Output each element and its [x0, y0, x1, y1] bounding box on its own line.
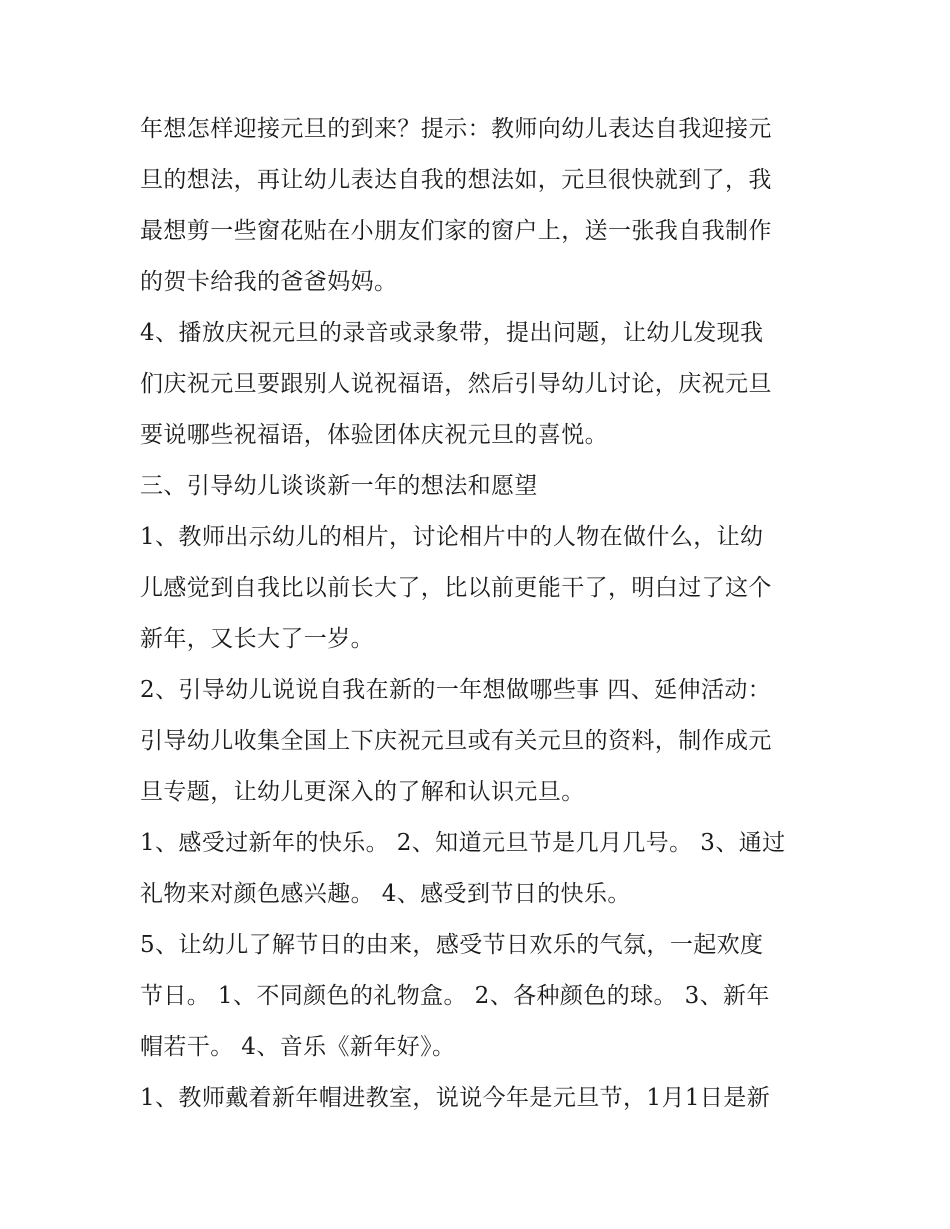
text-line: 4、播放庆祝元旦的录音或录象带，提出问题，让幼儿发现我	[140, 320, 764, 346]
document-body	[140, 104, 830, 1124]
text-line: 5、让幼儿了解节日的由来，感受节日欢乐的气氛，一起欢度	[140, 932, 764, 958]
text-line: 2、引导幼儿说说自我在新的一年想做哪些事 四、延伸活动：	[140, 677, 772, 703]
text-line: 要说哪些祝福语，体验团体庆祝元旦的喜悦。	[140, 422, 608, 448]
text-line: 节日。 1、不同颜色的礼物盒。 2、各种颜色的球。 3、新年	[140, 983, 770, 1009]
text-line: 们庆祝元旦要跟别人说祝福语，然后引导幼儿讨论，庆祝元旦	[140, 371, 772, 397]
text-line: 旦专题，让幼儿更深入的了解和认识元旦。	[140, 779, 585, 805]
text-line: 1、教师戴着新年帽进教室，说说今年是元旦节，1月1日是新	[140, 1085, 771, 1111]
text-line: 帽若干。 4、音乐《新年好》。	[140, 1034, 456, 1060]
text-line: 引导幼儿收集全国上下庆祝元旦或有关元旦的资料，制作成元	[140, 728, 772, 754]
text-line: 礼物来对颜色感兴趣。 4、感受到节日的快乐。	[140, 881, 631, 907]
text-line: 1、教师出示幼儿的相片，讨论相片中的人物在做什么，让幼	[140, 524, 764, 550]
text-line: 旦的想法，再让幼儿表达自我的想法如，元旦很快就到了，我	[140, 167, 772, 193]
text-line: 最想剪一些窗花贴在小朋友们家的窗户上，送一张我自我制作	[140, 218, 772, 244]
text-line: 1、感受过新年的快乐。 2、知道元旦节是几月几号。 3、通过	[140, 830, 786, 856]
section-heading: 三、引导幼儿谈谈新一年的想法和愿望	[140, 473, 538, 499]
text-line: 儿感觉到自我比以前长大了，比以前更能干了，明白过了这个	[140, 575, 772, 601]
text-line: 年想怎样迎接元旦的到来？提示：教师向幼儿表达自我迎接元	[140, 116, 772, 142]
text-line: 的贺卡给我的爸爸妈妈。	[140, 269, 398, 295]
text-line: 新年，又长大了一岁。	[140, 626, 374, 652]
